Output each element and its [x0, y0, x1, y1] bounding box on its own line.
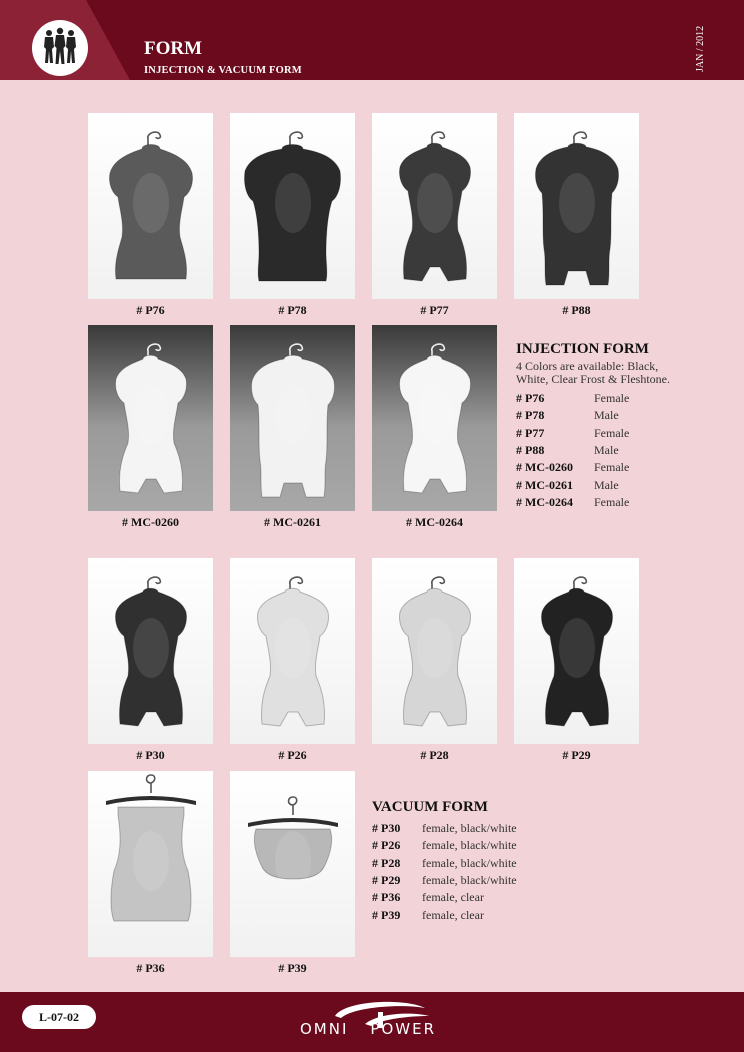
- product-card: [514, 558, 639, 763]
- mannequin-form-image: [88, 113, 213, 299]
- product-card: [230, 113, 355, 318]
- product-card: [372, 113, 497, 318]
- list-item: [516, 459, 629, 476]
- item-code: # P30: [372, 821, 401, 836]
- product-card: [372, 558, 497, 763]
- item-type: Female: [594, 460, 630, 475]
- product-photo: [88, 558, 213, 744]
- list-item: [372, 889, 517, 906]
- product-code: # MC-0261: [264, 515, 321, 529]
- mannequin-form-image: [230, 771, 355, 957]
- product-code: # P28: [420, 748, 449, 762]
- injection-form-list: [516, 390, 629, 511]
- product-card: [230, 325, 355, 530]
- mannequin-form-image: [88, 771, 213, 957]
- vacuum-form-list: [372, 820, 517, 924]
- page-subtitle: INJECTION & VACUUM FORM: [144, 65, 302, 76]
- product-code: # P39: [278, 961, 307, 975]
- item-type: female, clear: [422, 890, 484, 905]
- item-code: # P36: [372, 890, 401, 905]
- item-type: female, black/white: [422, 873, 517, 888]
- list-item: [372, 855, 517, 872]
- product-card: [88, 325, 213, 530]
- brand-name-right: POWER: [370, 1020, 436, 1038]
- page-header: [0, 0, 744, 80]
- list-item: [516, 407, 629, 424]
- injection-form-info: [516, 341, 676, 511]
- vacuum-form-info: [372, 799, 572, 924]
- mannequin-form-image: [230, 325, 355, 511]
- item-code: # P76: [516, 391, 545, 406]
- product-card: [88, 771, 213, 976]
- list-item: [372, 820, 517, 837]
- product-photo: [372, 325, 497, 511]
- mannequin-form-image: [514, 113, 639, 299]
- item-type: female, clear: [422, 907, 484, 922]
- item-code: # P78: [516, 408, 545, 423]
- page-title: FORM: [144, 38, 203, 59]
- issue-date: JAN / 2012: [695, 25, 706, 72]
- product-photo: [230, 325, 355, 511]
- product-photo: [88, 771, 213, 957]
- item-type: Female: [594, 425, 630, 440]
- product-photo: [230, 771, 355, 957]
- list-item: [516, 476, 629, 493]
- product-photo: [372, 113, 497, 299]
- product-code: # P29: [562, 748, 591, 762]
- item-code: # P88: [516, 443, 545, 458]
- injection-form-title: INJECTION FORM: [516, 341, 649, 357]
- mannequin-form-image: [372, 325, 497, 511]
- product-code: # P36: [136, 961, 165, 975]
- product-code: # MC-0260: [122, 515, 179, 529]
- mannequin-form-image: [230, 558, 355, 744]
- product-code: # P88: [562, 303, 591, 317]
- product-code: # P76: [136, 303, 165, 317]
- page-code-badge: L-07-02: [22, 1005, 96, 1029]
- product-photo: [514, 113, 639, 299]
- product-card: [372, 325, 497, 530]
- list-item: [372, 872, 517, 889]
- item-type: Male: [594, 477, 619, 492]
- product-card: [230, 558, 355, 763]
- product-photo: [230, 558, 355, 744]
- mannequin-form-image: [88, 558, 213, 744]
- brand-name: [300, 1020, 450, 1040]
- item-type: Male: [594, 408, 619, 423]
- product-code: # P26: [278, 748, 307, 762]
- list-item: [372, 906, 517, 923]
- item-type: female, black/white: [422, 855, 517, 870]
- item-code: # P39: [372, 907, 401, 922]
- product-photo: [230, 113, 355, 299]
- product-code: # P78: [278, 303, 307, 317]
- brand-name-left: OMNI: [300, 1020, 349, 1038]
- product-code: # P30: [136, 748, 165, 762]
- item-type: Female: [594, 494, 630, 509]
- mannequin-form-image: [514, 558, 639, 744]
- list-item: [372, 837, 517, 854]
- item-code: # P77: [516, 425, 545, 440]
- list-item: [516, 390, 629, 407]
- item-code: # P29: [372, 873, 401, 888]
- item-code: # P26: [372, 838, 401, 853]
- item-code: # MC-0264: [516, 494, 573, 509]
- product-photo: [372, 558, 497, 744]
- mannequin-form-image: [372, 558, 497, 744]
- item-code: # MC-0260: [516, 460, 573, 475]
- item-code: # P28: [372, 855, 401, 870]
- item-type: female, black/white: [422, 821, 517, 836]
- item-type: female, black/white: [422, 838, 517, 853]
- list-item: [516, 494, 629, 511]
- product-card: [514, 113, 639, 318]
- item-code: # MC-0261: [516, 477, 573, 492]
- list-item: [516, 425, 629, 442]
- list-item: [516, 442, 629, 459]
- item-type: Male: [594, 443, 619, 458]
- mannequin-form-image: [230, 113, 355, 299]
- vacuum-form-title: VACUUM FORM: [372, 799, 488, 815]
- product-card: [88, 558, 213, 763]
- product-photo: [514, 558, 639, 744]
- three-mannequins-logo-icon: [32, 20, 88, 76]
- product-card: [88, 113, 213, 318]
- product-photo: [88, 325, 213, 511]
- mannequin-form-image: [88, 325, 213, 511]
- item-type: Female: [594, 391, 630, 406]
- injection-form-description: 4 Colors are available: Black, White, Clear Frost & Fleshtone.: [516, 359, 670, 386]
- product-code: # P77: [420, 303, 449, 317]
- product-card: [230, 771, 355, 976]
- product-code: # MC-0264: [406, 515, 463, 529]
- mannequin-form-image: [372, 113, 497, 299]
- product-photo: [88, 113, 213, 299]
